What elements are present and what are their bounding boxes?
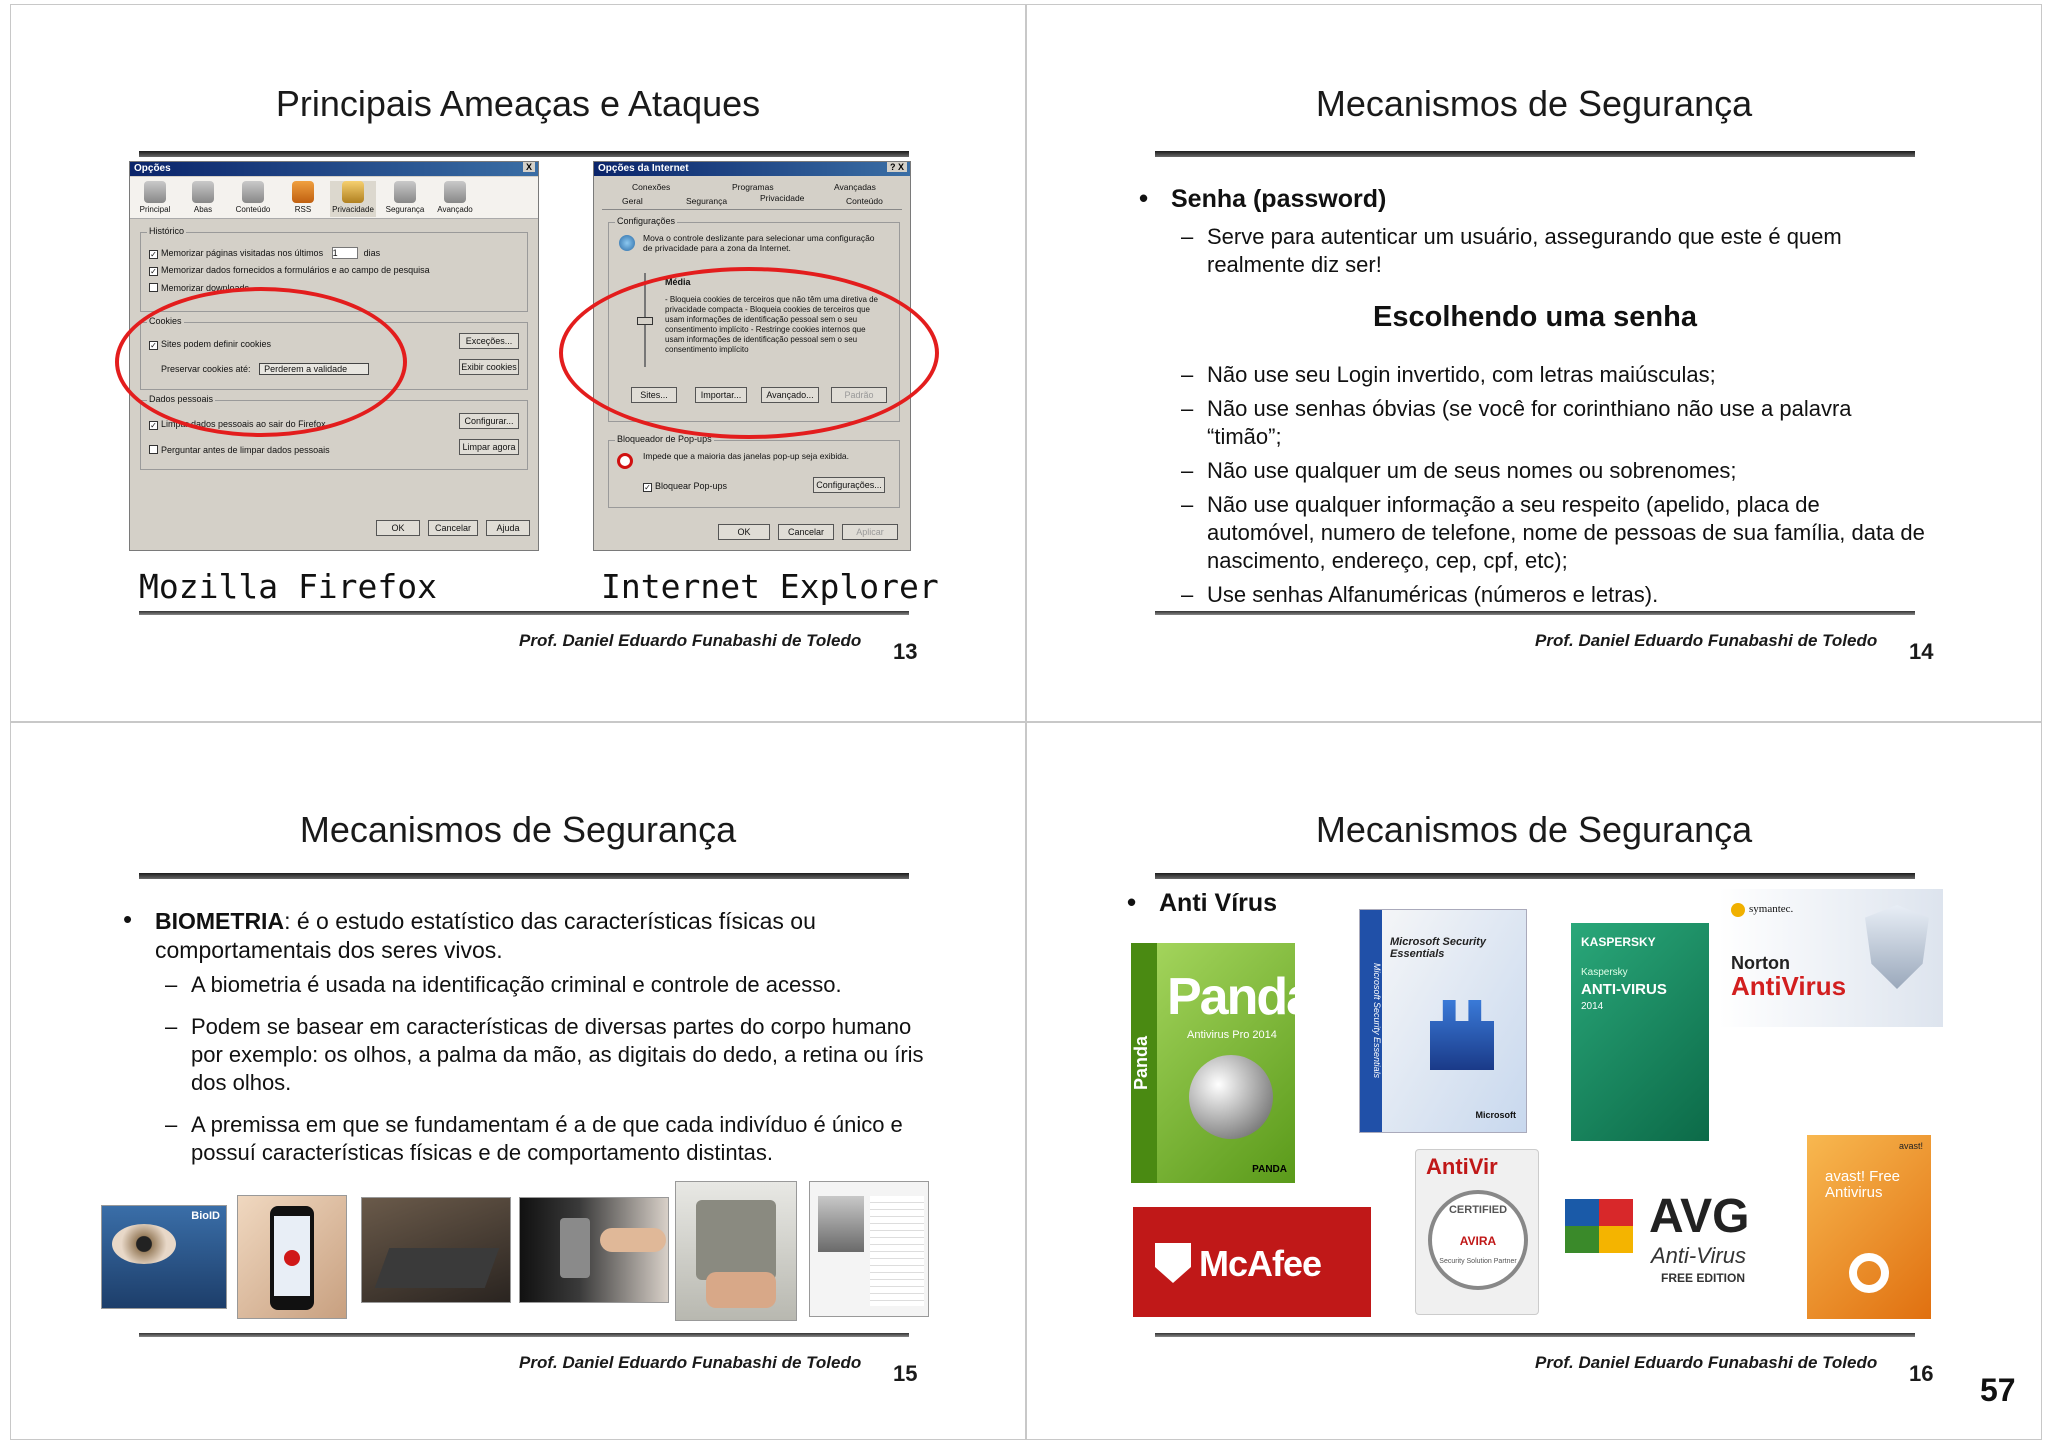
footer-author: Prof. Daniel Eduardo Funabashi de Toledo	[519, 631, 862, 650]
checkbox[interactable]: ✓	[150, 421, 157, 430]
tab-rss[interactable]: RSS	[280, 181, 326, 214]
slide-title: Principais Ameaças e Ataques	[275, 83, 761, 124]
label-firefox: Mozilla Firefox	[139, 567, 438, 606]
avg-edition: FREE EDITION	[1661, 1271, 1746, 1285]
tab-programas[interactable]: Programas	[732, 182, 774, 192]
tab-conteudo[interactable]: Conteúdo	[846, 196, 883, 206]
page-number: 57	[1980, 1372, 2016, 1408]
rss-icon	[292, 181, 314, 203]
checkbox[interactable]	[149, 445, 158, 454]
dialog-title: Opções da Internet	[598, 163, 689, 174]
stethoscope-shield-icon	[1865, 905, 1929, 989]
slide-16	[1026, 722, 2042, 1440]
symantec-brand: symantec.	[1749, 903, 1794, 915]
avira-box	[1415, 1149, 1539, 1315]
slide-number: 14	[1909, 639, 1934, 664]
mse-brand: Microsoft	[1475, 1110, 1516, 1120]
title-rule	[1155, 873, 1915, 879]
tabs-icon	[192, 181, 214, 203]
norton-box	[1719, 889, 1943, 1027]
avast-box	[1807, 1135, 1931, 1319]
avg-box	[1561, 1183, 1787, 1293]
tab-conteudo[interactable]: Conteúdo	[230, 181, 276, 214]
avast-logo-icon	[1849, 1253, 1889, 1293]
group-historico: Histórico ✓ Memorizar páginas visitadas nos últimos 1 dias ✓ Memorizar dados fornecidos a formulários e ao campo de pesquisa Memorizar downloads	[140, 232, 528, 312]
tab-principal[interactable]: Principal	[132, 181, 178, 214]
slide-number: 15	[893, 1361, 918, 1386]
footer-rule	[139, 611, 909, 615]
norton-name: Norton	[1731, 953, 1790, 973]
key-icon	[394, 181, 416, 203]
mse-side: Microsoft Security Essentials	[1360, 910, 1382, 1132]
avg-name: AVG	[1649, 1190, 1750, 1243]
avira-logo: AVIRA	[1459, 1234, 1497, 1248]
sites-button[interactable]: Sites...	[631, 387, 677, 403]
slide-14	[1026, 4, 2042, 722]
pess-row-1: ✓ Limpar dados pessoais ao sair do Firefox	[150, 419, 326, 430]
iris-scan-software-image	[101, 1205, 227, 1309]
bioid-logo: BioID	[191, 1210, 220, 1222]
kaspersky-brand: Kaspersky	[1581, 967, 1628, 978]
footer-author: Prof. Daniel Eduardo Funabashi de Toledo	[1535, 1353, 1878, 1372]
privacy-level: Média	[665, 277, 691, 287]
panda-footer: PANDA	[1252, 1164, 1287, 1175]
kaspersky-box	[1571, 923, 1709, 1141]
hist-row-2: ✓ Memorizar dados fornecidos a formulários e ao campo de pesquisa	[150, 265, 430, 276]
no-entry-icon	[617, 453, 633, 469]
help-close-icon[interactable]: ? X	[887, 162, 907, 172]
phone-device	[270, 1206, 314, 1310]
principal-icon	[144, 181, 166, 203]
kaspersky-year: 2014	[1581, 1001, 1604, 1012]
cookie-keep-row: Preservar cookies até: Perderem a validade	[161, 363, 369, 375]
title-rule	[139, 873, 909, 879]
tab-seguranca[interactable]: Segurança	[382, 181, 428, 214]
privacy-level-desc: - Bloqueia cookies de terceiros que não têm uma diretiva de privacidade compacta - Bloqueia cookies de terceiros que usam informações de identificação pessoal sem o seu consentimento implícito - Restringe cookies internos que usam informações de identificação pessoal sem o seu consentimento implícito	[665, 295, 879, 354]
bullet-biometria: • BIOMETRIA: é o estudo estatístico das características físicas ou comportamentais dos seres vivos.	[123, 904, 816, 963]
mcafee-name: McAfee	[1199, 1243, 1322, 1284]
slide-13	[10, 4, 1026, 722]
bullet-senha: • Senha (password)	[1139, 183, 1387, 213]
tabs-top-row	[602, 182, 902, 196]
advanced-button[interactable]: Avançado...	[761, 387, 819, 403]
ok-button[interactable]: OK	[376, 520, 420, 536]
dialog-title: Opções	[134, 163, 171, 174]
checkbox[interactable]: ✓	[150, 267, 157, 276]
biometria-point-2: – Podem se basear em características de diversas partes do corpo humano por exemplo: os olhos, a palma da mão, as digitais do dedo, a retina ou íris dos olhos.	[165, 1014, 924, 1095]
globe-icon	[1189, 1055, 1273, 1139]
group-dados-pessoais: Dados pessoais ✓ Limpar dados pessoais ao sair do Firefox Perguntar antes de limpar dados pessoais Configurar... Limpar agora	[140, 400, 528, 470]
bullet-antivirus: • Anti Vírus	[1127, 887, 1278, 917]
panda-name: Panda	[1167, 968, 1314, 1026]
slide-title: Mecanismos de Segurança	[1315, 809, 1753, 850]
highlight-ring-firefox	[115, 287, 407, 437]
close-icon[interactable]: X	[523, 162, 535, 172]
kaspersky-product: ANTI-VIRUS	[1581, 981, 1667, 998]
tab-seguranca[interactable]: Segurança	[686, 196, 728, 206]
globe-icon	[619, 235, 635, 251]
label-ie: Internet Explorer	[601, 567, 939, 606]
privacy-mask-icon	[342, 181, 364, 203]
dialog-titlebar	[130, 162, 538, 176]
content-icon	[242, 181, 264, 203]
title-rule	[1155, 151, 1915, 157]
slide-title: Mecanismos de Segurança	[299, 809, 737, 850]
title-rule	[139, 151, 909, 157]
popup-check-row: ✓ Bloquear Pop-ups	[644, 481, 728, 492]
tab-geral[interactable]: Geral	[622, 196, 643, 206]
cancel-button[interactable]: Cancelar	[428, 520, 478, 536]
avg-product: Anti-Virus	[1651, 1243, 1746, 1268]
footer-rule	[1155, 611, 1915, 615]
gear-icon	[444, 181, 466, 203]
clear-now-button[interactable]: Limpar agora	[459, 439, 519, 455]
biometria-point-3: – A premissa em que se fundamentam é a de que cada indivíduo é único e possuí características físicas e de comportamento distintas.	[165, 1112, 903, 1165]
group-popup-blocker: Bloqueador de Pop-ups Impede que a maioria das janelas pop-up seja exibida. ✓ Bloquear Pop-ups Configurações...	[608, 440, 900, 508]
group-configuracoes: Configurações Mova o controle deslizante para selecionar uma configuração de privacidade para a zona da Internet. Média - Bloqueia cookies de terceiros que não têm uma diretiva de privacidade compacta - Bloqueia cookies de terceiros que usam informações de identificação pessoal sem o seu consentimento implícito - Restringe cookies internos que usam informações de identificação pessoal sem o seu consentimento implícito Sites... Importar... Avançado... Padrão	[608, 222, 900, 422]
avast-product: avast! Free Antivirus	[1825, 1168, 1901, 1201]
exceptions-button[interactable]: Exceções...	[459, 333, 519, 349]
laptop-fingerprint-image	[361, 1197, 511, 1303]
help-button[interactable]: Ajuda	[486, 520, 530, 536]
slide-title: Mecanismos de Segurança	[1315, 83, 1753, 124]
popup-text: Impede que a maioria das janelas pop-up seja exibida.	[643, 451, 850, 461]
password-rule-1: – Não use seu Login invertido, com letras maiúsculas;	[1181, 362, 1716, 387]
footer-rule	[139, 1333, 909, 1337]
hand-scanner-image	[675, 1181, 797, 1321]
configure-button[interactable]: Configurar...	[459, 413, 519, 429]
footer-author: Prof. Daniel Eduardo Funabashi de Toledo	[1535, 631, 1878, 650]
import-button[interactable]: Importar...	[695, 387, 747, 403]
toolbar	[130, 177, 538, 219]
cancel-button[interactable]: Cancelar	[778, 524, 834, 540]
door-lock-fingerprint-image	[519, 1197, 669, 1303]
fingerprint-button-icon	[284, 1250, 300, 1266]
face-recognition-software-image	[809, 1181, 929, 1317]
hist-row-1: ✓ Memorizar páginas visitadas nos últimos 1 dias	[150, 248, 381, 259]
dialog-titlebar	[594, 162, 910, 176]
mse-box	[1359, 909, 1527, 1133]
tabs-bottom-row	[602, 193, 902, 210]
avira-antivir: AntiVir	[1426, 1154, 1498, 1179]
group-cookies: Cookies ✓ Sites podem definir cookies Preservar cookies até: Perderem a validade Exceções... Exibir cookies	[140, 322, 528, 390]
tab-conexoes[interactable]: Conexões	[632, 182, 671, 192]
show-cookies-button[interactable]: Exibir cookies	[459, 359, 519, 375]
apply-button[interactable]: Aplicar	[842, 524, 898, 540]
footer-author: Prof. Daniel Eduardo Funabashi de Toledo	[519, 1353, 862, 1372]
config-text: Mova o controle deslizante para selecionar uma configuração de privacidade para a zona da Internet.	[643, 233, 875, 253]
pess-row-2: Perguntar antes de limpar dados pessoais	[149, 445, 330, 455]
tab-privacidade[interactable]: Privacidade	[754, 193, 810, 203]
castle-icon	[1430, 1000, 1494, 1070]
kaspersky-logo: KASPERSKY	[1581, 935, 1656, 949]
highlight-ring-ie	[559, 267, 939, 439]
mcafee-shield-icon	[1155, 1243, 1191, 1283]
footer-rule	[1155, 1333, 1915, 1337]
hist-row-3: Memorizar downloads	[149, 283, 249, 293]
password-rule-3: – Não use qualquer um de seus nomes ou sobrenomes;	[1181, 458, 1737, 483]
avg-logo-icon	[1565, 1199, 1633, 1253]
settings-button[interactable]: Configurações...	[813, 477, 885, 493]
tab-abas[interactable]: Abas	[180, 181, 226, 214]
tab-avancadas[interactable]: Avançadas	[834, 182, 876, 192]
biometria-point-1: – A biometria é usada na identificação criminal e controle de acesso.	[165, 972, 842, 997]
checkbox[interactable]	[149, 283, 158, 292]
slide-number: 13	[893, 639, 918, 664]
mse-name: Microsoft Security Essentials	[1390, 936, 1486, 960]
panda-box	[1131, 943, 1314, 1183]
sub-intro: – Serve para autenticar um usuário, assegurando que este é quem realmente diz ser!	[1181, 224, 1842, 277]
panda-product: Antivirus Pro 2014	[1187, 1029, 1277, 1041]
checkbox[interactable]: ✓	[644, 483, 651, 492]
eye-image	[112, 1224, 176, 1264]
slide-15	[10, 722, 1026, 1440]
ok-button[interactable]: OK	[718, 524, 770, 540]
tab-avancado[interactable]: Avançado	[432, 181, 478, 214]
default-button[interactable]: Padrão	[831, 387, 887, 403]
password-rule-4: – Não use qualquer informação a seu respeito (apelido, placa de automóvel, numero de telefone, nome de pessoas de sua família, data de nascimento, endereço, cep, cpf, etc);	[1181, 492, 1925, 573]
tab-privacidade[interactable]: Privacidade	[330, 181, 376, 217]
avast-brand: avast!	[1898, 1141, 1923, 1151]
password-rule-2: – Não use senhas óbvias (se você for corinthiano não use a palavra “timão”;	[1181, 396, 1852, 449]
phone-fingerprint-image	[237, 1195, 347, 1319]
password-rule-5: – Use senhas Alfanuméricas (números e letras).	[1181, 582, 1659, 607]
cookie-row-1: ✓ Sites podem definir cookies	[150, 339, 272, 350]
checkbox[interactable]: ✓	[150, 341, 157, 350]
slide-number: 16	[1909, 1361, 1934, 1386]
panda-side: Panda	[1131, 943, 1157, 1183]
days-input[interactable]: 1	[332, 247, 358, 259]
mcafee-box	[1133, 1207, 1371, 1317]
symantec-logo	[1731, 903, 1745, 917]
section-heading: Escolhendo uma senha	[1373, 301, 1697, 333]
avira-seal: CERTIFIED AVIRA Security Solution Partner	[1428, 1190, 1528, 1290]
norton-product: AntiVirus	[1731, 971, 1847, 1001]
checkbox[interactable]: ✓	[150, 250, 157, 259]
cookie-keep-select[interactable]: Perderem a validade	[259, 363, 369, 375]
